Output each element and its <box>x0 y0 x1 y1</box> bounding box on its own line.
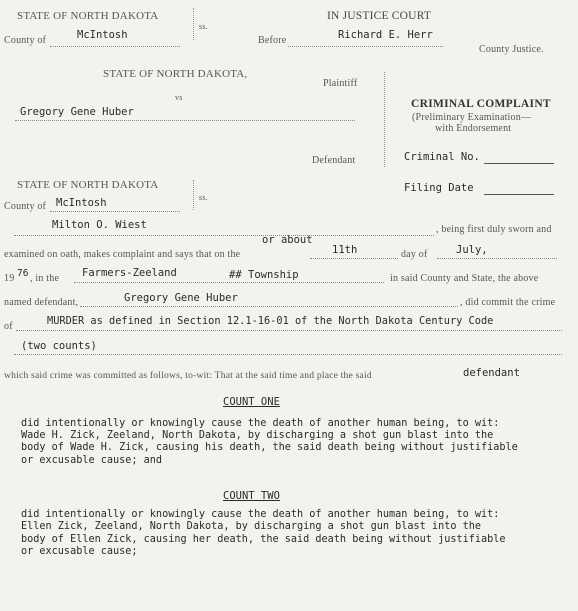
named-defendant-label: named defendant, <box>4 297 79 308</box>
township-mark: ## <box>229 269 242 281</box>
criminal-no-label: Criminal No. <box>404 151 480 163</box>
venue-ss: ss. <box>199 193 208 202</box>
count-one-line-1: did intentionally or knowingly cause the death of another human being, to wit: <box>21 418 500 429</box>
judge-name: Richard E. Herr <box>338 29 433 41</box>
day-value: 11th <box>332 244 358 256</box>
header-ss: ss. <box>199 22 208 31</box>
form-title: CRIMINAL COMPLAINT <box>411 98 551 110</box>
sworn-text: , being first duly sworn and <box>436 224 552 235</box>
year-prefix: 19 <box>4 273 15 284</box>
criminal-no-line <box>484 163 554 164</box>
count-one-line-4: or excusable cause; and <box>21 455 163 466</box>
county-state-text: in said County and State, the above <box>390 273 539 284</box>
venue-county-value: McIntosh <box>56 197 107 209</box>
in-the-label: , in the <box>30 273 60 284</box>
count-one-line-3: body of Wade H. Zick, causing his death, the said death being without justifiable <box>21 442 518 453</box>
crime-value: MURDER as defined in Section 12.1-16-01 of the North Dakota Century Code <box>47 315 494 327</box>
judge-title: County Justice. <box>479 44 544 55</box>
of-label: of <box>4 321 13 332</box>
which-text: which said crime was committed as follows, to-wit: That at the said time and place the said <box>4 370 372 381</box>
count-two-line-3: body of Ellen Zick, causing her death, the said death being without justifiable <box>21 534 506 545</box>
count-one-line-2: Wade H. Zick, Zeeland, North Dakota, by discharging a shot gun blast into the <box>21 430 494 441</box>
did-commit-text: , did commit the crime <box>460 297 556 308</box>
counts-value: (two counts) <box>21 340 97 352</box>
venue-county-line <box>50 211 180 212</box>
township-label: Township <box>248 269 299 281</box>
place-line <box>74 282 384 283</box>
defendant-line <box>80 306 458 307</box>
form-subtitle-2: with Endorsement <box>435 123 512 134</box>
place-value: Farmers-Zeeland <box>82 267 177 279</box>
defendant-label: Defendant <box>312 155 356 166</box>
or-about-text: or about <box>262 234 313 246</box>
crime-line <box>16 330 562 331</box>
day-line <box>310 258 398 259</box>
caption-defendant: Gregory Gene Huber <box>20 106 134 118</box>
examined-text: examined on oath, makes complaint and says that on the <box>4 249 241 260</box>
count-two-line-2: Ellen Zick, Zeeland, North Dakota, by discharging a shot gun blast into the <box>21 521 482 532</box>
form-subtitle-1: (Preliminary Examination— <box>412 112 532 123</box>
defendant-value: Gregory Gene Huber <box>124 292 238 304</box>
header-county-value: McIntosh <box>77 29 128 41</box>
count-two-line-1: did intentionally or knowingly cause the death of another human being, to wit: <box>21 509 500 520</box>
counts-line <box>14 354 562 355</box>
court-name: IN JUSTICE COURT <box>327 10 432 22</box>
before-label: Before <box>258 35 287 46</box>
caption-defendant-line <box>15 120 355 121</box>
caption-state: STATE OF NORTH DAKOTA, <box>103 68 248 80</box>
caption-bracket <box>384 72 385 167</box>
plaintiff-label: Plaintiff <box>323 78 358 89</box>
defendant-word: defendant <box>463 367 520 379</box>
vs-label: vs <box>175 93 183 102</box>
count-two-heading: COUNT TWO <box>223 490 280 502</box>
count-two-line-4: or excusable cause; <box>21 546 138 557</box>
header-county-label: County of <box>4 35 47 46</box>
month-value: July, <box>456 244 488 256</box>
header-state: STATE OF NORTH DAKOTA <box>17 10 159 22</box>
venue-state: STATE OF NORTH DAKOTA <box>17 179 159 191</box>
filing-date-label: Filing Date <box>404 182 474 194</box>
before-line <box>288 46 443 47</box>
year-value: 76 <box>17 268 29 279</box>
header-bracket <box>193 8 194 40</box>
venue-county-label: County of <box>4 201 47 212</box>
month-line <box>437 258 557 259</box>
venue-bracket <box>193 180 194 210</box>
count-one-heading: COUNT ONE <box>223 396 280 408</box>
complainant-line <box>14 235 434 236</box>
filing-date-line <box>484 194 554 195</box>
day-of-label: day of <box>401 249 428 260</box>
header-county-line <box>50 46 180 47</box>
complainant-name: Milton O. Wiest <box>52 219 147 231</box>
